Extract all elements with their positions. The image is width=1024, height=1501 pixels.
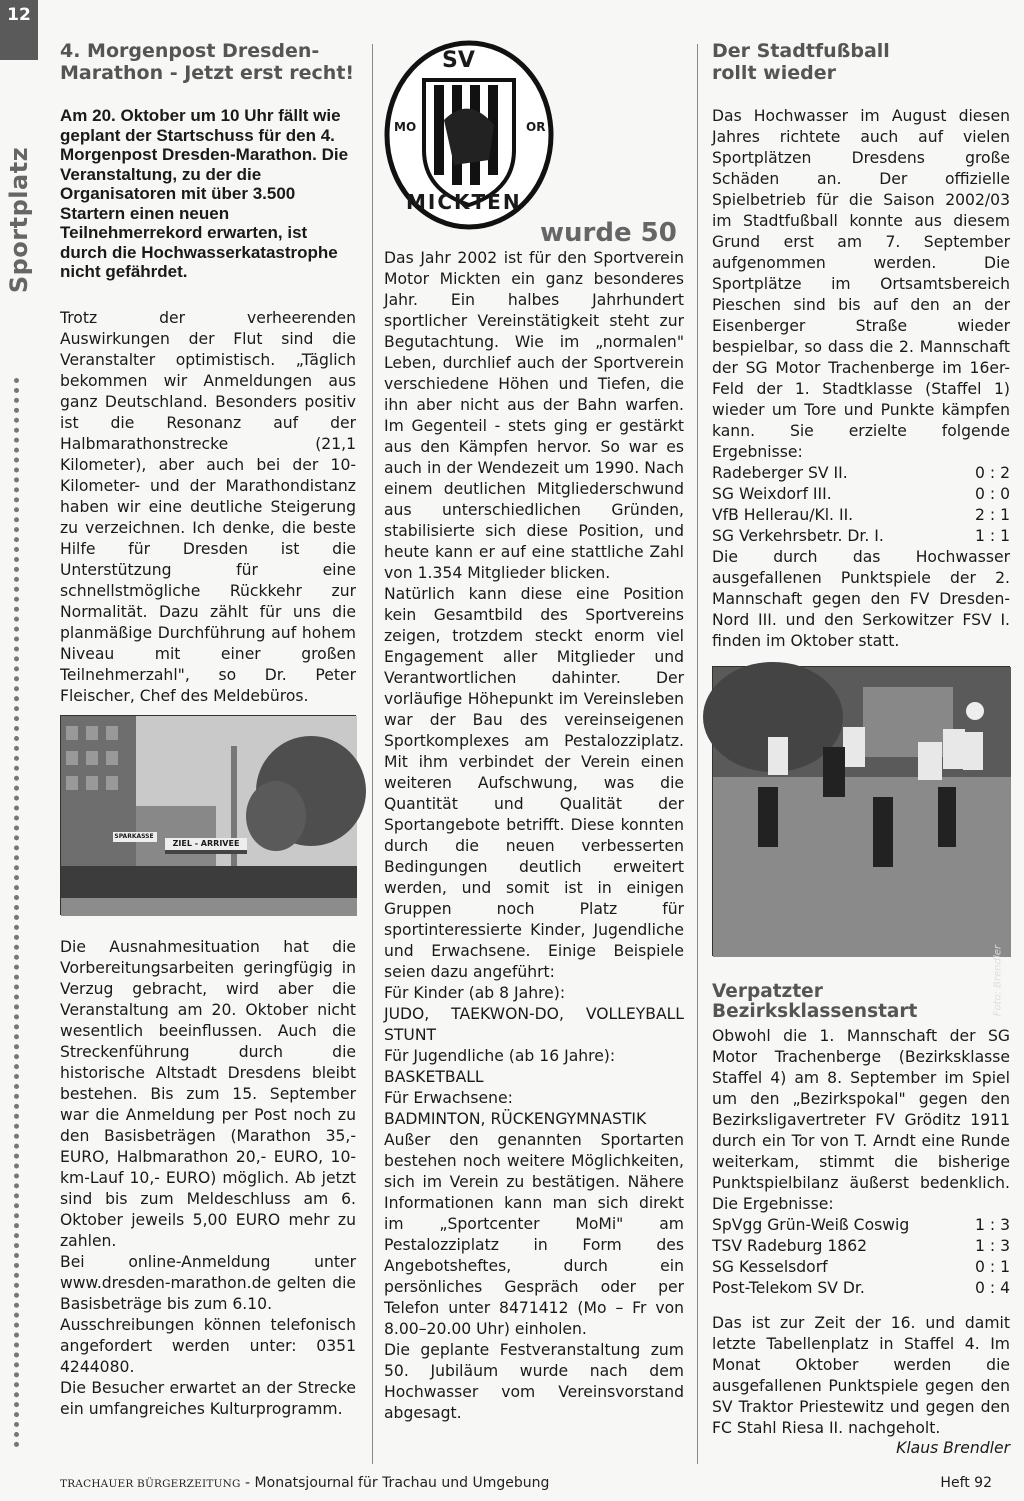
author: Klaus Brendler xyxy=(896,1439,1010,1457)
result-team: VfB Hellerau/Kl. II. xyxy=(712,506,854,524)
section-label xyxy=(0,70,38,370)
table-row xyxy=(712,1236,1010,1257)
result-score: 0 : 2 xyxy=(974,464,1010,482)
marathon-paragraph: Die Ausnahmesituation hat die Vorbereitungsarbeiten geringfügig in Verzug gebracht, wird aber die Veranstaltung am 20. Oktober nicht wesentlich beeinflussen. Auch die Streckenführung durch die historische Altstadt Dresdens bleibt bestehen. Bis zum 15. September war die Anmeldung per Post noch zu den Basisbeträgen (Marathon 35,- EURO, Halbmarathon 20,- EURO, 10-km-Lauf 10,- EURO) möglich. Ab jetzt sind bis zum Meldeschluss am 6. Oktober jeweils 5,00 EURO mehr zu zahlen. xyxy=(60,937,356,1250)
table-row xyxy=(712,463,1010,484)
logo-text-left: MO xyxy=(394,120,417,134)
youth-label: Für Jugendliche (ab 16 Jahre): xyxy=(384,1047,616,1065)
kids-label: Für Kinder (ab 8 Jahre): xyxy=(384,984,566,1002)
photo-credit: Foto: Brendler xyxy=(992,945,1003,1017)
mickten-header xyxy=(384,40,684,248)
marathon-photo xyxy=(60,715,356,915)
result-team: Post-Telekom SV Dr. xyxy=(712,1279,865,1297)
result-score: 0 : 1 xyxy=(974,1258,1010,1276)
stadtfussball-headline: Der Stadtfußball rollt wieder xyxy=(712,40,890,84)
footer-subtitle: - Monatsjournal für Trachau und Umgebung xyxy=(245,1475,550,1491)
bezirksklasse-body-2 xyxy=(712,1313,1010,1439)
bezirksklasse-paragraph: Das ist zur Zeit der 16. und damit letzte Tabellenplatz in Staffel 4. Im Monat Oktober werden die ausgefallenen Punktspiele gegen den SV Traktor Priestewitz und gegen den FC Stahl Riesa II. nachgeholt. xyxy=(712,1314,1010,1437)
adults-sports: BADMINTON, RÜCKENGYMNASTIK xyxy=(384,1110,647,1128)
logo-text-bottom: MICKTEN xyxy=(406,190,522,214)
marathon-article xyxy=(60,40,356,1420)
youth-sports: BASKETBALL xyxy=(384,1068,484,1086)
table-row xyxy=(712,1257,1010,1278)
stadtfussball-body-2 xyxy=(712,547,1010,652)
mickten-article xyxy=(384,40,684,1424)
mickten-paragraph: Außer den genannten Sportarten bestehen noch weitere Möglichkeiten, sich im Verein zu bestätigen. Nähere Informationen kann man sich direkt im „Sportcenter MoMi" am Pestalozziplatz in Form des Angebotsheftes, durch ein persönliches Gespräch oder per Telefon unter 8471412 (Mo – Fr von 8.00–20.00 Uhr) einholen. xyxy=(384,1131,684,1338)
result-score: 1 : 1 xyxy=(974,527,1010,545)
page-number: 12 xyxy=(0,0,38,60)
result-team: TSV Radeburg 1862 xyxy=(712,1237,868,1255)
kids-sports: JUDO, TAEKWON-DO, VOLLEYBALL STUNT xyxy=(384,1005,684,1044)
result-score: 0 : 0 xyxy=(974,485,1010,503)
stadtfussball-paragraph: Die durch das Hochwasser ausgefallenen Punktspiele der 2. Mannschaft gegen den FV Dresden-Nord III. und den Serkowitzer FSV I. finden im Oktober statt. xyxy=(712,548,1010,650)
marathon-paragraph: Ausschreibungen können telefonisch angefordert werden unter: 0351 4244080. xyxy=(60,1315,356,1376)
table-row xyxy=(712,1215,1010,1236)
marathon-paragraph: Bei online-Anmeldung unter www.dresden-marathon.de gelten die Basisbeträge bis zum 6.10. xyxy=(60,1252,356,1313)
stadtfussball-paragraph: Das Hochwasser im August diesen Jahres richtete auch auf vielen Sportplätzen Dresdens große Schäden an. Der offizielle Spielbetrieb für die Saison 2002/03 im Stadtfußball konnte aus diesem Grund erst am 7. September aufgenommen werden. Die Sportplätze im Ortsamtsbereich Pieschen sind bis auf den an der Eisenberger Straße wieder bespielbar, so dass die 2. Mannschaft der SG Motor Trachenberge im 16er-Feld der 1. Stadtklasse (Staffel 1) wieder um Tore und Punkte kämpfen kann. Sie erzielte folgende Ergebnisse: xyxy=(712,107,1010,461)
column-rule xyxy=(372,44,373,1464)
stadtklasse-results xyxy=(712,463,1010,547)
bezirksklasse-paragraph: Obwohl die 1. Mannschaft der SG Motor Trachenberge (Bezirksklasse Staffel 4) am 8. September im Spiel um den „Bezirkspokal" gegen den Bezirksligavertreter FV Gröditz 1911 durch ein Tor von T. Arndt eine Runde weiterkam, stimmt die bisherige Punktspielbilanz äußerst bedenklich. Die Ergebnisse: xyxy=(712,1027,1010,1213)
footer-magazine: TRACHAUER BÜRGERZEITUNG xyxy=(60,1478,241,1490)
bezirksklasse-body xyxy=(712,1026,1010,1215)
table-row xyxy=(712,484,1010,505)
photo-banner-left: SPARKASSE xyxy=(114,832,154,840)
result-team: SG Kesselsdorf xyxy=(712,1258,828,1276)
result-team: SG Verkehrsbetr. Dr. I. xyxy=(712,527,884,545)
mickten-paragraph: Das Jahr 2002 ist für den Sportverein Motor Mickten ein ganz besonderes Jahr. Ein halbes Jahrhundert sportlicher Vereinstätigkeit steht zur Begutachtung. Wie im „normalen" Leben, durchlief auch der Sportverein verschiedene Höhen und Tiefen, die ihn aber nicht aus der Bahn warfen. Im Gegenteil - stets ging er gestärkt aus den Kämpfen hervor. So war es auch in der Wendezeit um 1990. Nach einem deutlichen Mitgliederschwund aus unterschiedlichen Gründen, stabilisierte sich diese Position, und heute kann er auf eine stattliche Zahl von 1.354 Mitglieder blicken. xyxy=(384,249,684,582)
stadtfussball-body xyxy=(712,106,1010,463)
footer-issue: Heft 92 xyxy=(940,1475,992,1491)
table-row xyxy=(712,526,1010,547)
result-score: 0 : 4 xyxy=(974,1279,1010,1297)
table-row xyxy=(712,1278,1010,1299)
logo-text-right: OR xyxy=(526,120,546,134)
margin-dotted-line xyxy=(14,378,20,1448)
result-score: 1 : 3 xyxy=(974,1237,1010,1255)
section-label-text: Sportplatz xyxy=(5,146,33,294)
marathon-body-1 xyxy=(60,308,356,707)
adults-label: Für Erwachsene: xyxy=(384,1089,513,1107)
column-rule xyxy=(697,44,698,1464)
marathon-paragraph: Trotz der verheerenden Auswirkungen der Flut sind die Veranstalter optimistisch. „Täglich bekommen wir Anmeldungen aus ganz Deutschland. Besonders positiv ist die Resonanz auf der Halbmarathonstrecke (21,1 Kilometer), aber auch bei der 10-Kilometer- und der Marathondistanz haben wir eine deutliche Steigerung zu verzeichnen. Ich denke, die beste Hilfe für Dresden ist die Unterstützung für eine schnellstmögliche Rückkehr zur Normalität. Dazu zählt für uns die planmäßige Durchführung auf hohem Niveau mit einer großen Teilnehmerzahl", so Dr. Peter Fleischer, Chef des Meldebüros. xyxy=(60,308,356,705)
result-team: SG Weixdorf III. xyxy=(712,485,832,503)
marathon-body-2 xyxy=(60,937,356,1420)
result-team: Radeberger SV II. xyxy=(712,464,848,482)
bezirksklasse-headline: Verpatzter Bezirksklassenstart xyxy=(712,981,918,1022)
photo-banner-right: ZIEL - ARRIVEE xyxy=(172,838,240,848)
mickten-paragraph: Natürlich kann diese eine Position kein Gesamtbild des Sportvereins zeigen, trotzdem steckt enorm viel Engagement aller Mitglieder und Verantwortlichen dahinter. Der vorläufige Höhepunkt im Vereinsleben war der Bau des vereinseigenen Sportkomplexes am Pestalozziplatz. Mit ihm verbindet der Verein einen weiteren Aufschwung, was die Quantität und Qualität der Sportangebote betrifft. Diese konnten durch die neuen verbesserten Bedingungen deutlich erweitert werden, und somit ist in einigen Gruppen noch Platz für sportinteressierte Kinder, Jugendliche und Erwachsene. Einige Beispiele seien dazu angeführt: xyxy=(384,585,684,981)
mickten-headline: wurde 50 xyxy=(540,218,677,248)
marathon-paragraph: Die Besucher erwartet an der Strecke ein umfangreiches Kulturprogramm. xyxy=(60,1378,356,1418)
bezirksklasse-results xyxy=(712,1215,1010,1299)
logo-text-top: SV xyxy=(442,48,475,73)
table-row xyxy=(712,505,1010,526)
mickten-body xyxy=(384,248,684,1424)
marathon-lead: Am 20. Oktober um 10 Uhr fällt wie geplant der Startschuss für den 4. Morgenpost Dresden-Marathon. Die Veranstaltung, zu der die Organisatoren mit über 3.500 Startern einen neuen Teilnehmerrekord erwarten, ist durch die Hochwasserkatastrophe nicht gefährdet. xyxy=(60,106,349,281)
marathon-photo-image xyxy=(61,716,357,916)
result-team: SpVgg Grün-Weiß Coswig xyxy=(712,1216,910,1234)
result-score: 2 : 1 xyxy=(974,506,1010,524)
mickten-paragraph: Die geplante Festveranstaltung zum 50. Jubiläum wurde nach dem Hochwasser vom Vereinsvorstand abgesagt. xyxy=(384,1341,684,1422)
football-article xyxy=(712,40,1010,1457)
football-photo-image xyxy=(713,667,1011,957)
result-score: 1 : 3 xyxy=(974,1216,1010,1234)
page-footer xyxy=(60,1475,549,1491)
marathon-headline: 4. Morgenpost Dresden-Marathon - Jetzt erst recht! xyxy=(60,40,355,84)
